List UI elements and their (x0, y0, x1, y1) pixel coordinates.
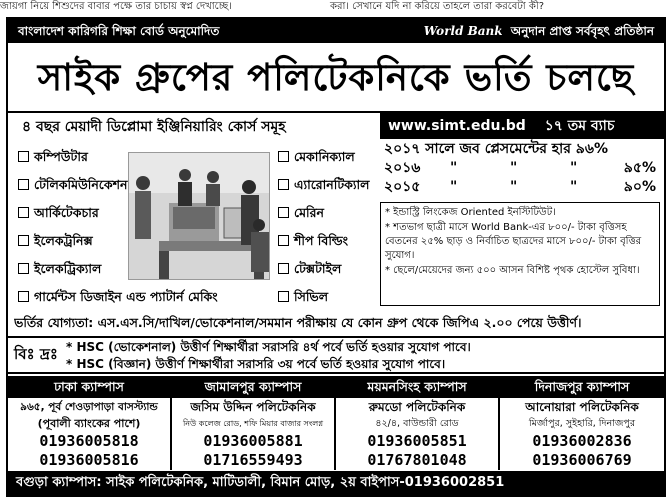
course-item (278, 286, 328, 308)
checkbox-icon (18, 263, 29, 274)
ditto-mark: " (570, 179, 578, 195)
course-item-garments (18, 286, 218, 308)
course-label: টেক্সটাইল (294, 261, 342, 276)
campus-card (8, 376, 172, 470)
campus-card (336, 376, 500, 470)
course-label: মেকানিক্যাল (294, 149, 355, 164)
lab-photo-illustration (129, 153, 270, 280)
campus-phone: 01936006769 (532, 451, 632, 469)
campus-institute: জসিম উদ্দিন পলিটেকনিক (190, 400, 316, 414)
course-label: শীপ বিল্ডিং (294, 233, 349, 248)
campus-address: (পূবালী ব্যাংকের পাশে) (37, 417, 141, 430)
world-bank-text (424, 19, 654, 43)
ditto-mark: " (450, 179, 458, 195)
world-bank-name: World Bank (423, 24, 503, 38)
note-box (8, 336, 664, 374)
placement-year: ২০১৫ (384, 179, 421, 195)
batch-label: ১৭ তম ব্যাচ (544, 118, 615, 134)
campus-address: নিউ কলেজ রোড, শফি মিয়ার বাজার সংলগ্ন (182, 419, 324, 428)
campus-name: দিনাজপুর ক্যাম্পাস (500, 376, 664, 398)
campus-phone: 01936005818 (39, 432, 139, 450)
campus-institute: রুমডো পলিটেকনিক (368, 400, 466, 414)
course-label: এ্যারোনটিক্যাল (294, 177, 370, 192)
course-item (278, 202, 324, 224)
course-item (18, 146, 88, 168)
placement-pct: ৯৫% (623, 160, 656, 176)
course-item (278, 174, 369, 196)
placement-row (380, 178, 664, 197)
lab-photo (128, 152, 270, 280)
course-heading: ৪ বছর মেয়াদী ডিপ্লোমা ইঞ্জিনিয়ারিং কোর্স সমূহ (22, 119, 286, 135)
headline: সাইক গ্রুপের পলিটেকনিকে ভর্তি চলছে (37, 56, 635, 99)
course-label: কম্পিউটার (34, 149, 88, 164)
campus-phone: 01936005851 (367, 432, 467, 450)
campus-name: ঢাকা ক্যাম্পাস (8, 376, 170, 398)
checkbox-icon (18, 291, 29, 302)
checkbox-icon (18, 179, 29, 190)
placement-row (380, 159, 664, 178)
campus-card (172, 376, 336, 470)
eligibility-text: ভর্তির যোগ্যতা: এস.এস.সি/দাখিল/ভোকেশনাল/সমমান পরীক্ষায় যে কোন গ্রুপ থেকে জিপিএ ২.০০ পেয়ে উত্তীর্ণ। (14, 315, 582, 330)
placement-stats (380, 140, 664, 198)
course-item (278, 258, 341, 280)
campus-grid (8, 376, 664, 470)
note-row: * HSC (বিজ্ঞান) উত্তীর্ণ শিক্ষার্থীরা সরাসরি ৩য় পর্বে ভর্তি হওয়ার সুযোগ পাবে। (66, 357, 446, 371)
campus-phone: 01767801048 (367, 451, 467, 469)
ditto-mark: " (510, 179, 518, 195)
ditto-mark: " (570, 160, 578, 176)
course-label: আর্কিটেকচার (34, 205, 99, 220)
course-item (278, 146, 355, 168)
world-bank-desc: অনুদান প্রাপ্ত সর্ববৃহৎ প্রতিষ্ঠান (510, 24, 654, 38)
ditto-mark: " (510, 160, 518, 176)
benefits-box (380, 202, 660, 306)
placement-headline: ২০১৭ সালে জব প্লেসমেন্টের হার ৯৬% (384, 141, 609, 157)
course-label: মেরিন (294, 205, 324, 220)
campus-phone: 01716559493 (203, 451, 303, 469)
checkbox-icon (278, 235, 289, 246)
campus-phone: 01936005881 (203, 432, 303, 450)
website-bar (380, 113, 664, 139)
checkbox-icon (278, 179, 289, 190)
campus-address: মির্জাপুর, সুইহারি, দিনাজপুর (528, 418, 636, 429)
ditto-mark: " (450, 160, 458, 176)
note-tag: বিঃ দ্রঃ (14, 345, 58, 363)
course-label: সিভিল (294, 289, 329, 304)
checkbox-icon (278, 263, 289, 274)
benefit-item: * ছেলে/মেয়েদের জন্য ৫০০ আসন বিশিষ্ট পৃথক হোস্টেল সুবিধা। (385, 265, 640, 276)
campus-address: ৪২/৪, বাউন্ডারী রোড (375, 418, 459, 429)
campus-name: জামালপুর ক্যাম্পাস (172, 376, 334, 398)
top-text-right: করা। সেখানে যদি না করিয়ে তাহলে তারা করবেটা কী? (330, 1, 545, 12)
checkbox-icon (18, 151, 29, 162)
campus-name: ময়মনসিংহ ক্যাম্পাস (336, 376, 498, 398)
checkbox-icon (278, 207, 289, 218)
campus-phone: 01936002836 (532, 432, 632, 450)
checkbox-icon (18, 207, 29, 218)
course-item (18, 230, 93, 252)
campus-institute: আনোয়ারা পলিটেকনিক (525, 400, 639, 414)
checkbox-icon (278, 151, 289, 162)
benefit-item: * ইন্ডাস্ট্রি লিংকেজ Oriented ইনস্টিটিউট। (385, 207, 556, 218)
course-label: টেলিকমিউনিকেশন (34, 177, 128, 192)
campus-phone: 01936005816 (39, 451, 139, 469)
course-label: ইলেকট্রনিক্স (34, 233, 93, 248)
bogura-campus-bar: বগুড়া ক্যাম্পাস: সাইক পলিটেকনিক, মাটিডালী, বিমান মোড়, ২য় বাইপাস-01936002851 (8, 471, 664, 495)
campus-institute: ৯৬৫, পূর্ব শেওড়াপাড়া বাসস্ট্যান্ড (20, 401, 158, 413)
top-cropped-text (0, 0, 672, 16)
course-item (18, 174, 127, 196)
course-item (278, 230, 348, 252)
checkbox-icon (278, 291, 289, 302)
course-label: গার্মেন্টস ডিজাইন এন্ড প্যাটার্ন মেকিং (34, 289, 218, 304)
website-url: www.simt.edu.bd (388, 118, 526, 134)
board-approval-text: বাংলাদেশ কারিগরি শিক্ষা বোর্ড অনুমোদিত (18, 24, 220, 38)
benefit-item: * শতভাগ ছাত্রী মাসে World Bank-এর ৮০০/- টাকা বৃত্তিসহ বেতনের ২৫% ছাড় ও নির্বাচিত ছাত্রদের মাসে ৮০০/- টাকা বৃত্তির সুযোগ। (385, 222, 642, 261)
course-label: ইলেকট্রিক্যাল (34, 261, 102, 276)
top-text-left: জায়গা নিয়ে শিশুদের বাবার পক্ষে তার চাচায় স্বপ্ন দেখাচ্ছে। (0, 1, 232, 12)
note-row: * HSC (ভোকেশনাল) উত্তীর্ণ শিক্ষার্থীরা সরাসরি ৪র্থ পর্বে ভর্তি হওয়ার সুযোগ পাবে। (66, 340, 471, 354)
placement-pct: ৯০% (623, 179, 656, 195)
placement-year: ২০১৬ (384, 160, 421, 176)
campus-card (500, 376, 664, 470)
checkbox-icon (18, 235, 29, 246)
course-item (18, 258, 101, 280)
course-item (18, 202, 99, 224)
approval-bar (8, 19, 664, 43)
